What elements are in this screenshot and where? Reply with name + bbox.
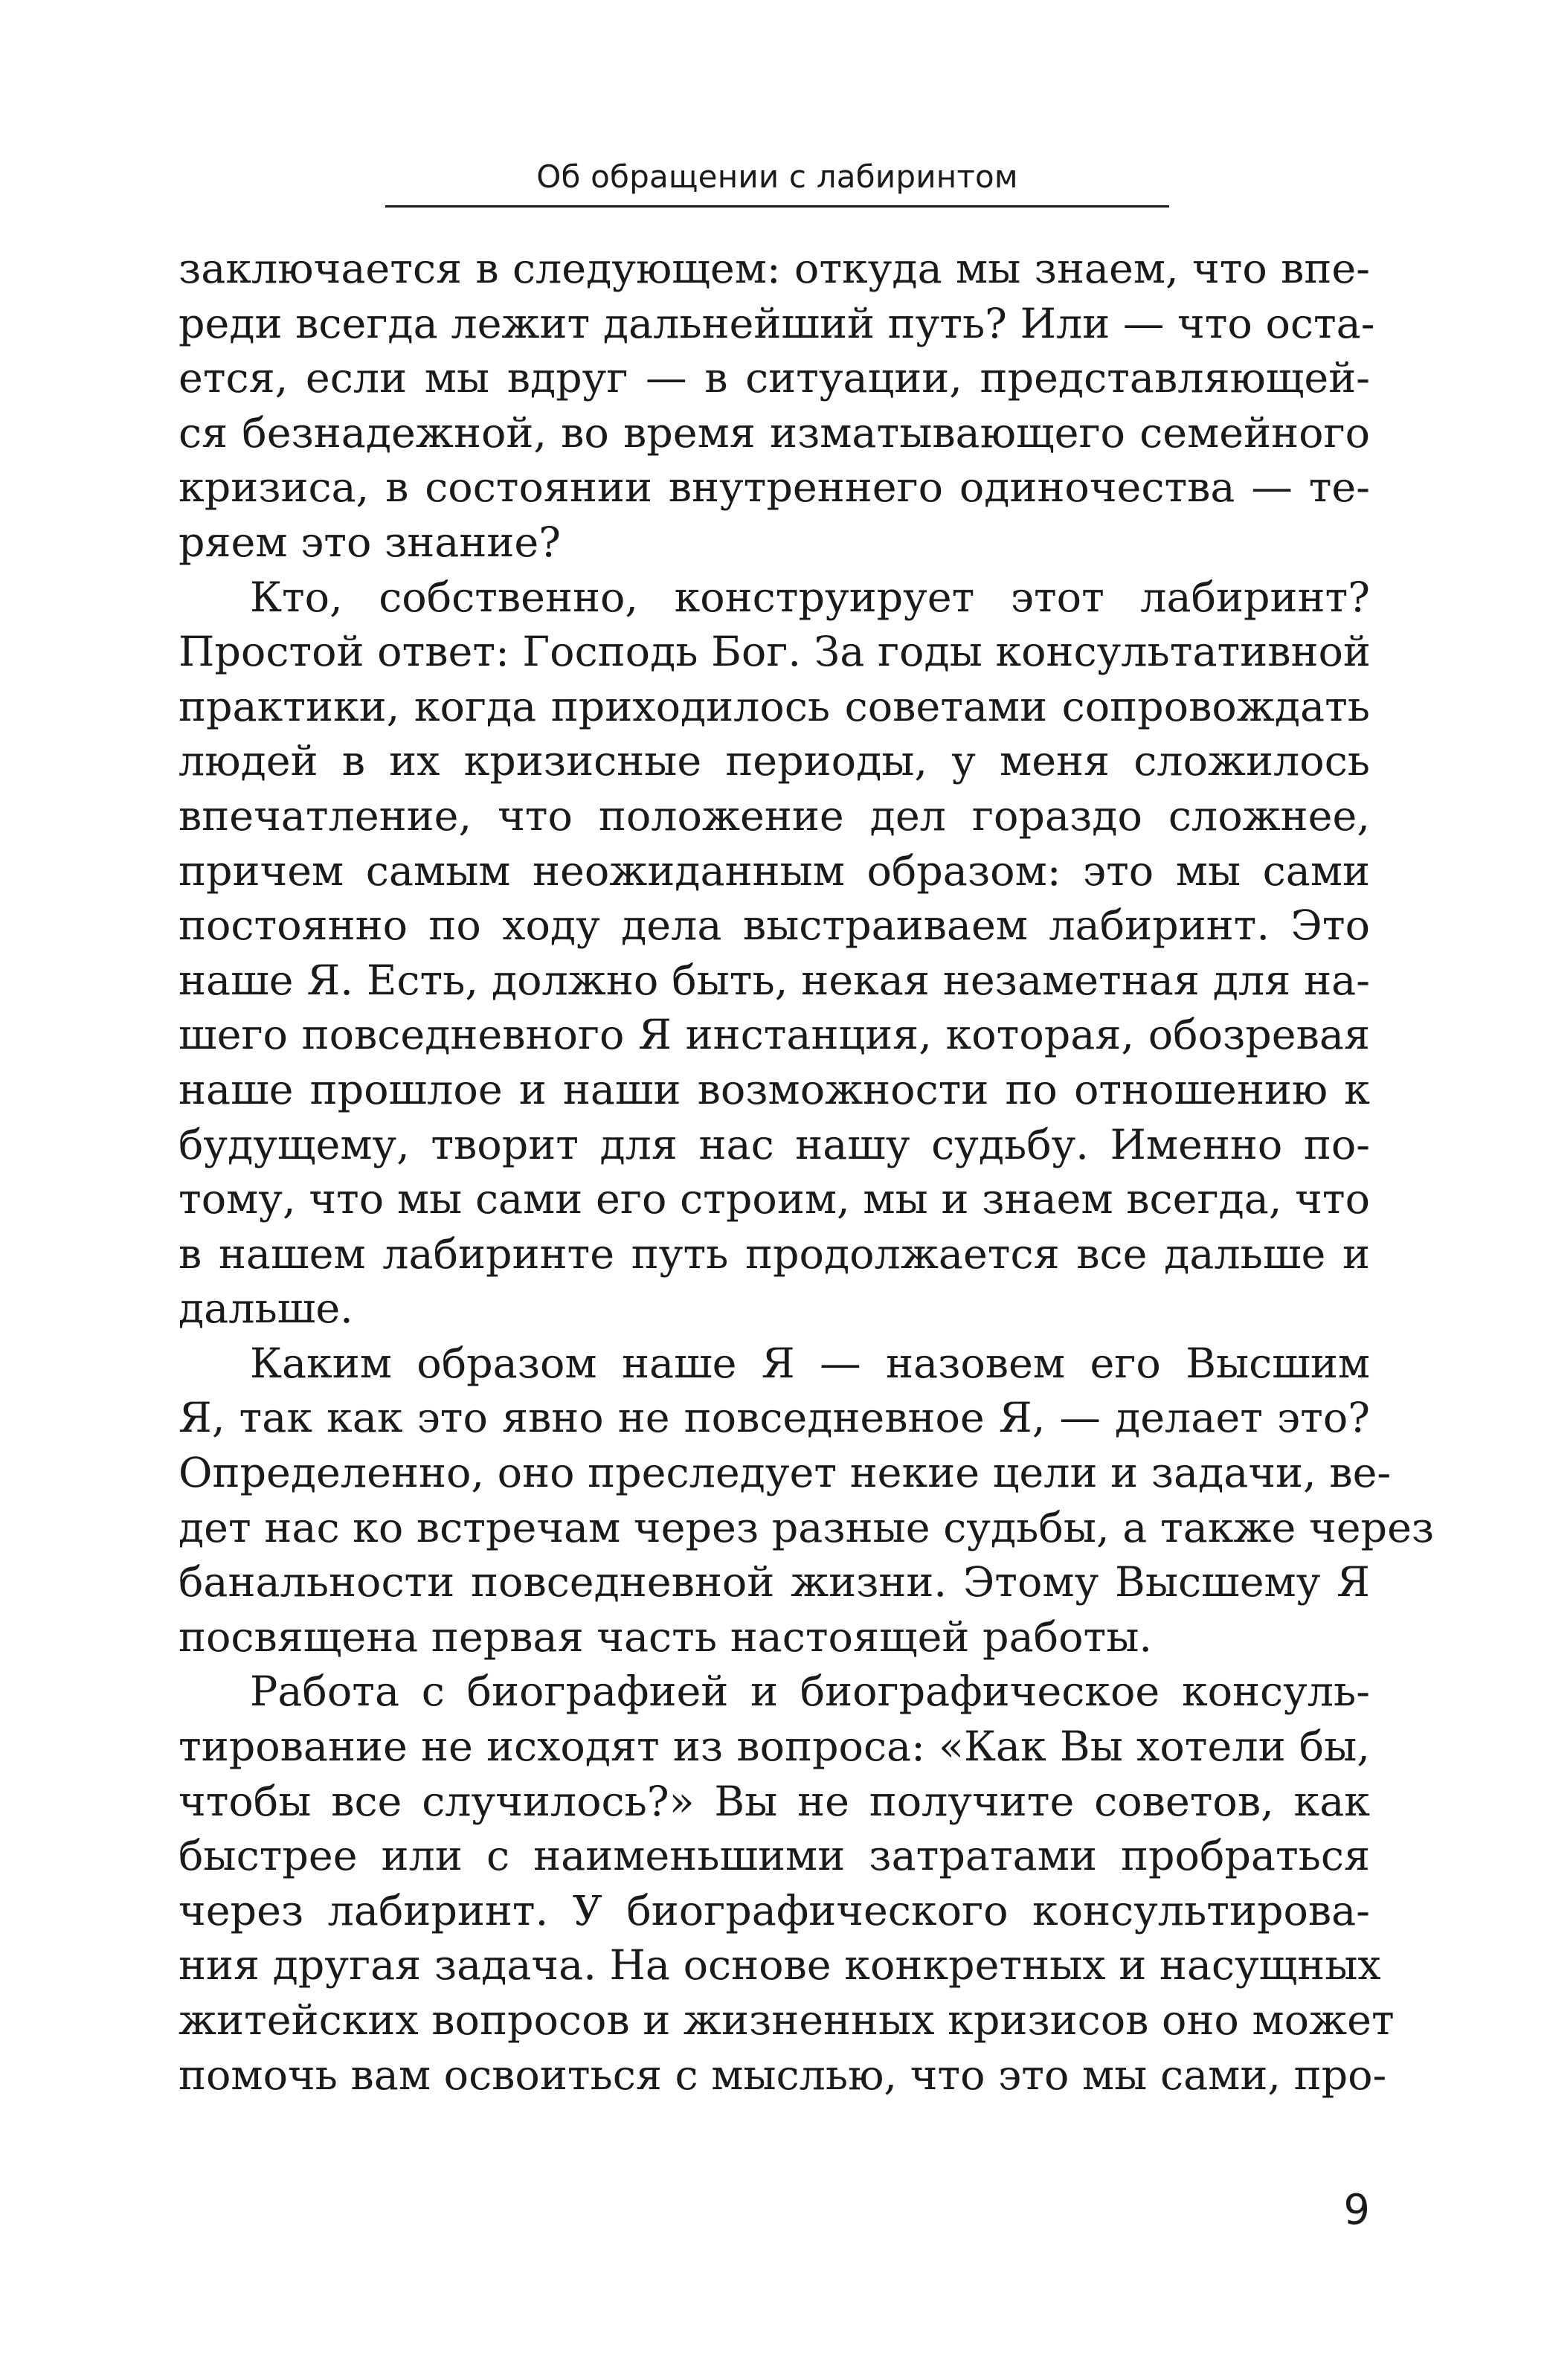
text-line: ся безнадежной, во время изматывающего семейного: [178, 408, 1370, 457]
text-line: Работа с биографией и биографическое консуль-: [250, 1667, 1370, 1717]
text-line: наше Я. Есть, должно быть, некая незаметная для на-: [178, 956, 1370, 1005]
running-head: Об обращении с лабиринтом: [536, 158, 1018, 195]
paragraph-1: [178, 242, 1375, 570]
header-rule: [385, 205, 1169, 208]
text-line: заключается в следующем: откуда мы знаем, что впе-: [178, 245, 1370, 293]
text-line: дет нас ко встречам через разные судьбы, а также через: [178, 1503, 1435, 1552]
text-line: посвящена первая часть настоящей работы.: [178, 1612, 1153, 1662]
text-line: дальше.: [178, 1284, 353, 1334]
body-text: [178, 242, 1435, 2103]
text-line: банальности повседневной жизни. Этому Высшему Я: [178, 1558, 1370, 1607]
text-line: ряем это знание?: [178, 518, 561, 567]
text-line: ния другая задача. На основе конкретных и насущных: [178, 1941, 1381, 1990]
text-line: будущему, творит для нас нашу судьбу. Именно по-: [178, 1120, 1370, 1169]
text-line: быстрее или с наименьшими затратами пробраться: [178, 1832, 1370, 1881]
paragraph-2: [178, 570, 1370, 1337]
text-line: Определенно, оно преследует некие цели и задачи, ве-: [178, 1449, 1392, 1498]
text-line: чтобы все случилось?» Вы не получите советов, как: [178, 1777, 1370, 1826]
text-line: Каким образом наше Я — назовем его Высшим: [250, 1339, 1370, 1388]
text-line: людей в их кризисные периоды, у меня сложилось: [178, 737, 1370, 786]
text-line: практики, когда приходилось советами сопровождать: [178, 682, 1370, 731]
text-line: наше прошлое и наши возможности по отношению к: [178, 1065, 1370, 1114]
text-line: тому, что мы сами его строим, мы и знаем всегда, что: [178, 1175, 1370, 1224]
text-line: впечатление, что положение дел гораздо сложнее,: [178, 791, 1370, 840]
text-line: ется, если мы вдруг — в ситуации, представляющей-: [178, 354, 1370, 403]
text-line: Кто, собственно, конструирует этот лабиринт?: [250, 573, 1370, 622]
text-line: Простой ответ: Господь Бог. За годы консультативной: [178, 628, 1371, 677]
paragraph-3: [178, 1337, 1435, 1665]
text-line: Я, так как это явно не повседневное Я, — делает это?: [178, 1394, 1370, 1443]
paragraph-4: [178, 1665, 1395, 2103]
text-line: тирование не исходят из вопроса: «Как Вы хотели бы,: [178, 1723, 1370, 1772]
text-line: в нашем лабиринте путь продолжается все дальше и: [178, 1229, 1370, 1279]
text-line: реди всегда лежит дальнейший путь? Или — что оста-: [178, 299, 1375, 348]
text-line: кризиса, в состоянии внутреннего одиночества — те-: [178, 463, 1370, 512]
text-line: шего повседневного Я инстанция, которая, обозревая: [178, 1011, 1370, 1060]
page-number: 9: [1343, 2186, 1370, 2234]
text-line: причем самым неожиданным образом: это мы сами: [178, 846, 1370, 895]
text-line: постоянно по ходу дела выстраиваем лабиринт. Это: [178, 901, 1370, 951]
text-line: через лабиринт. У биографического консультирова-: [178, 1886, 1370, 1935]
text-line: житейских вопросов и жизненных кризисов оно может: [178, 1996, 1395, 2045]
text-line: помочь вам освоиться с мыслью, что это мы сами, про-: [178, 2051, 1387, 2100]
